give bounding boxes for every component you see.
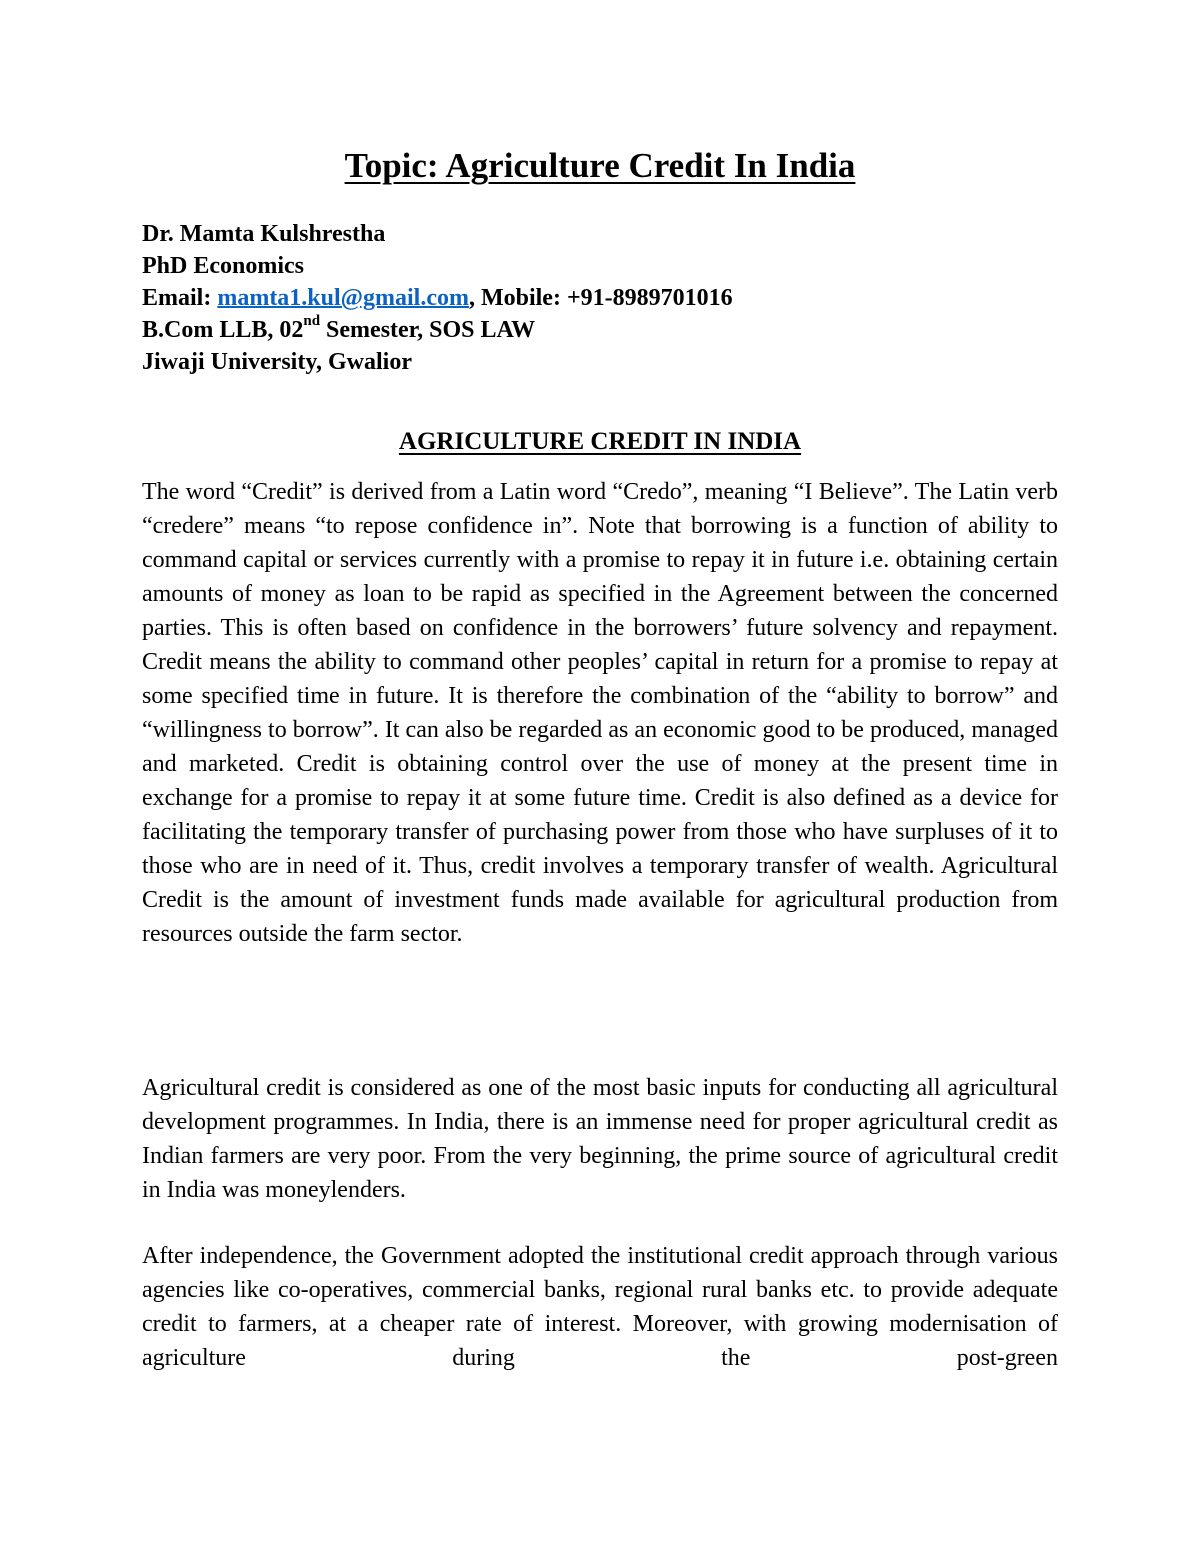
author-contact-line <box>142 282 1062 314</box>
body-paragraph-3: After independence, the Government adopted the institutional credit approach through various agencies like co-operatives, commercial banks, regional rural banks etc. to provide adequate credit to farmers, at a cheaper rate of interest. Moreover, with growing modernisation of agriculture during the post-green <box>142 1243 1058 1371</box>
author-course-line <box>142 314 1062 346</box>
section-heading: AGRICULTURE CREDIT IN INDIA <box>398 428 802 455</box>
document-title: Topic: Agriculture Credit In India <box>344 146 856 185</box>
author-degree: PhD Economics <box>142 253 304 279</box>
course-suffix: Semester, SOS LAW <box>320 317 536 343</box>
body-paragraph-2: Agricultural credit is considered as one of the most basic inputs for conducting all agricultural development programmes. In India, there is an immense need for proper agricultural credit as Indian farmers are very poor. From the very beginning, the prime source of agricultural credit in India was moneylenders. <box>142 1075 1058 1203</box>
email-label: Email: <box>142 285 218 311</box>
course-prefix: B.Com LLB, 02 <box>142 317 304 343</box>
mobile-text: , Mobile: +91-8989701016 <box>468 285 733 311</box>
author-university: Jiwaji University, Gwalior <box>142 349 412 375</box>
author-name: Dr. Mamta Kulshrestha <box>142 221 386 247</box>
course-superscript: nd <box>303 313 321 329</box>
email-link[interactable]: mamta1.kul@gmail.com <box>217 285 469 311</box>
body-paragraph-1: The word “Credit” is derived from a Latin word “Credo”, meaning “I Believe”. The Latin verb “credere” means “to repose confidence in”. Note that borrowing is a function of ability to command capital or services currently with a promise to repay it in future i.e. obtaining certain amounts of money as loan to be rapid as specified in the Agreement between the concerned parties. This is often based on confidence in the borrowers’ future solvency and repayment. Credit means the ability to command other peoples’ capital in return for a promise to repay at some specified time in future. It is therefore the combination of the “ability to borrow” and “willingness to borrow”. It can also be regarded as an economic good to be produced, managed and marketed. Credit is obtaining control over the use of money at the present time in exchange for a promise to repay it at some future time. Credit is also defined as a device for facilitating the temporary transfer of purchasing power from those who have surpluses of it to those who are in need of it. Thus, credit involves a temporary transfer of wealth. Agricultural Credit is the amount of investment funds made available for agricultural production from resources outside the farm sector. <box>142 479 1058 947</box>
author-info <box>142 218 1062 378</box>
